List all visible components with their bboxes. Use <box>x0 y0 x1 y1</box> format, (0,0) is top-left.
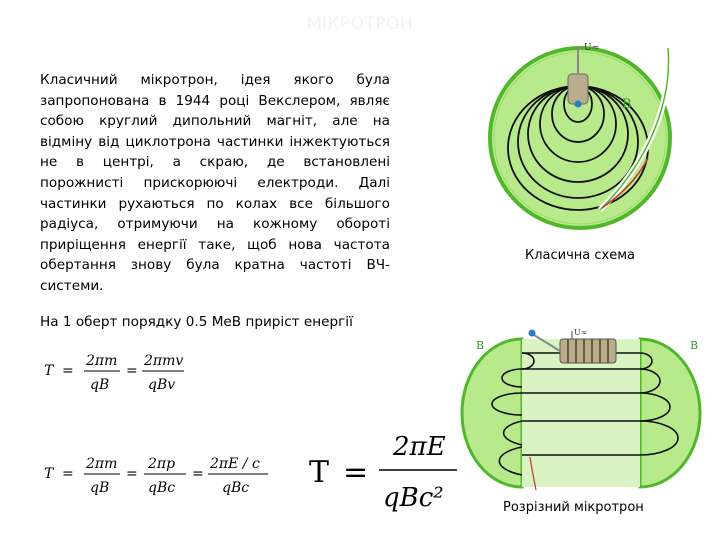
classic-microtron-diagram <box>482 38 682 238</box>
formula-period-3 <box>305 420 485 520</box>
fraction-num: 2πm <box>86 353 118 369</box>
formula-lhs: T <box>44 363 54 379</box>
fraction-num: 2πmv <box>144 353 184 369</box>
formula-lhs: T <box>44 466 54 482</box>
fraction-num: 2πp <box>148 456 176 472</box>
slide-title: МІКРОТРОН <box>306 14 414 34</box>
fraction-den: qBc² <box>383 483 444 513</box>
field-label: B <box>622 97 632 112</box>
fraction-num: 2πE / c <box>210 456 260 472</box>
split-microtron-diagram <box>460 325 710 495</box>
formula-lhs: T <box>309 455 330 490</box>
fraction-num: 2πm <box>86 456 118 472</box>
fraction-den: qB <box>90 480 110 496</box>
field-label-right: B <box>690 339 699 352</box>
voltage-label: U≈ <box>584 43 600 53</box>
formula-period-1 <box>40 345 200 405</box>
fraction-den: qBv <box>148 377 176 393</box>
classic-caption: Класична схема <box>525 248 635 263</box>
fraction-den: qBc <box>148 480 176 496</box>
fraction-num: 2πE <box>393 432 446 462</box>
formula-period-2 <box>40 448 290 508</box>
voltage-label: U≈ <box>574 328 588 337</box>
field-label-left: B <box>476 339 485 352</box>
formula-eq: = <box>62 363 74 379</box>
split-caption: Розрізний мікротрон <box>503 500 644 515</box>
formula-eq: = <box>62 466 74 482</box>
formula-eq: = <box>192 466 204 482</box>
energy-note: На 1 оберт порядку 0.5 МеВ приріст енергії <box>40 314 353 330</box>
description-paragraph: Класичний мікротрон, ідея якого була запропонована в 1944 році Векслером, являє собою круглий дипольний магніт, але на відміну від циклотрона частинки інжектуються не в центрі, а скраю, де встановлені порожнисті прискорюючі електроди. Далі частинки рухаються по колах все більшого радіуса, отримуючи на кожному обороті приріщення енергії таке, щоб нова частота обертання знову була кратна частоті ВЧ-системи. <box>40 72 390 294</box>
fraction-den: qBc <box>222 480 250 496</box>
formula-eq: = <box>343 455 369 490</box>
fraction-den: qB <box>90 377 110 393</box>
formula-eq: = <box>126 466 138 482</box>
formula-eq: = <box>126 363 138 379</box>
